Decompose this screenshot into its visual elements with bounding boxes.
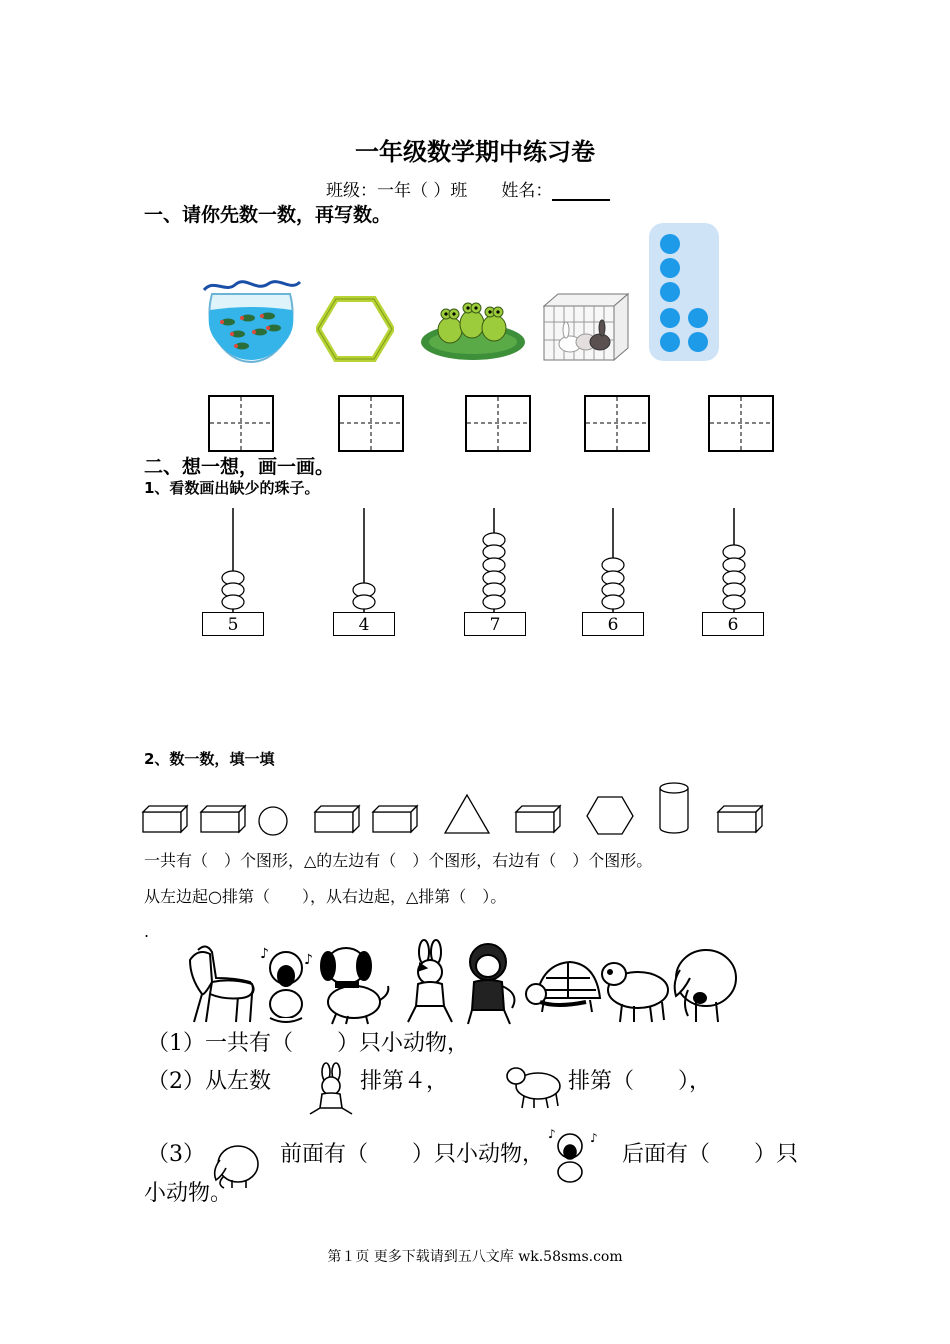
svg-text:♪: ♪	[304, 952, 313, 968]
elephant-image	[675, 950, 736, 1022]
svg-text:♪: ♪	[260, 946, 269, 962]
frog-image	[260, 946, 313, 1022]
answer-grids	[0, 0, 950, 460]
dog-image	[321, 948, 388, 1024]
triangle-shape	[445, 795, 489, 833]
monkey-image	[468, 944, 514, 1024]
animals-q1: （1）一共有（ ）只小动物，	[147, 1031, 469, 1056]
horse-image	[190, 946, 254, 1022]
stray-dot: .	[144, 922, 150, 941]
class-name-label: 班级：一年（ ）班 姓名：	[326, 181, 553, 201]
q1-instruction: 1、看数画出缺少的珠子。	[144, 479, 320, 497]
abacus-number-4: 6	[582, 612, 644, 636]
circle-shape	[259, 807, 287, 835]
svg-text:♪: ♪	[590, 1131, 598, 1145]
page-title: 一年级数学期中练习卷	[355, 137, 595, 166]
animals-q3-part-a: （3）	[147, 1142, 205, 1167]
abacus-number-3: 7	[464, 612, 526, 636]
animals-q2-part-c: 排第（ ），	[568, 1069, 712, 1094]
turtle-image	[526, 962, 600, 1012]
animals-q2-part-a: （2）从左数	[147, 1069, 271, 1094]
section1-heading: 一、请你先数一数，再写数。	[144, 204, 392, 226]
abacus-number-2: 4	[333, 612, 395, 636]
frog-small-icon	[540, 1124, 606, 1188]
cuboid-shape-1	[143, 806, 187, 832]
svg-text:♪: ♪	[548, 1127, 556, 1141]
cuboid-shape-5	[516, 806, 560, 832]
animals-row	[176, 938, 746, 1028]
abacus-number-1: 5	[202, 612, 264, 636]
animals-q3-part-c: 后面有（ ）只	[622, 1142, 799, 1167]
animals-q3-part-d: 小动物。	[144, 1181, 233, 1206]
abacus-number-5: 6	[702, 612, 764, 636]
sheep-image	[602, 963, 668, 1022]
rabbit-small-icon	[300, 1062, 358, 1116]
section2-heading: 二、想一想，画一画。	[144, 456, 335, 478]
cuboid-shape-3	[315, 806, 359, 832]
shapes-row	[0, 778, 950, 840]
q2-instruction: 2、数一数，填一填	[144, 750, 275, 768]
page-footer: 第１页 更多下载请到五八文库 wk.58sms.com	[327, 1249, 623, 1265]
cuboid-shape-4	[373, 806, 417, 832]
cylinder-shape	[660, 783, 688, 833]
animals-q3-part-b: 前面有（ ）只小动物，	[280, 1142, 545, 1167]
animals-q2-part-b: 排第４，	[360, 1069, 449, 1094]
cuboid-shape-2	[201, 806, 245, 832]
rabbit-image	[408, 940, 452, 1022]
sheep-small-icon	[502, 1062, 564, 1110]
shapes-question-line1: 一共有（ ）个图形，△的左边有（ ）个图形，右边有（ ）个图形。	[144, 851, 653, 870]
shapes-question-line2: 从左边起○排第（ ），从右边起，△排第（ ）。	[144, 887, 507, 906]
cuboid-shape-6	[718, 806, 762, 832]
hexagon-shape	[587, 797, 633, 834]
